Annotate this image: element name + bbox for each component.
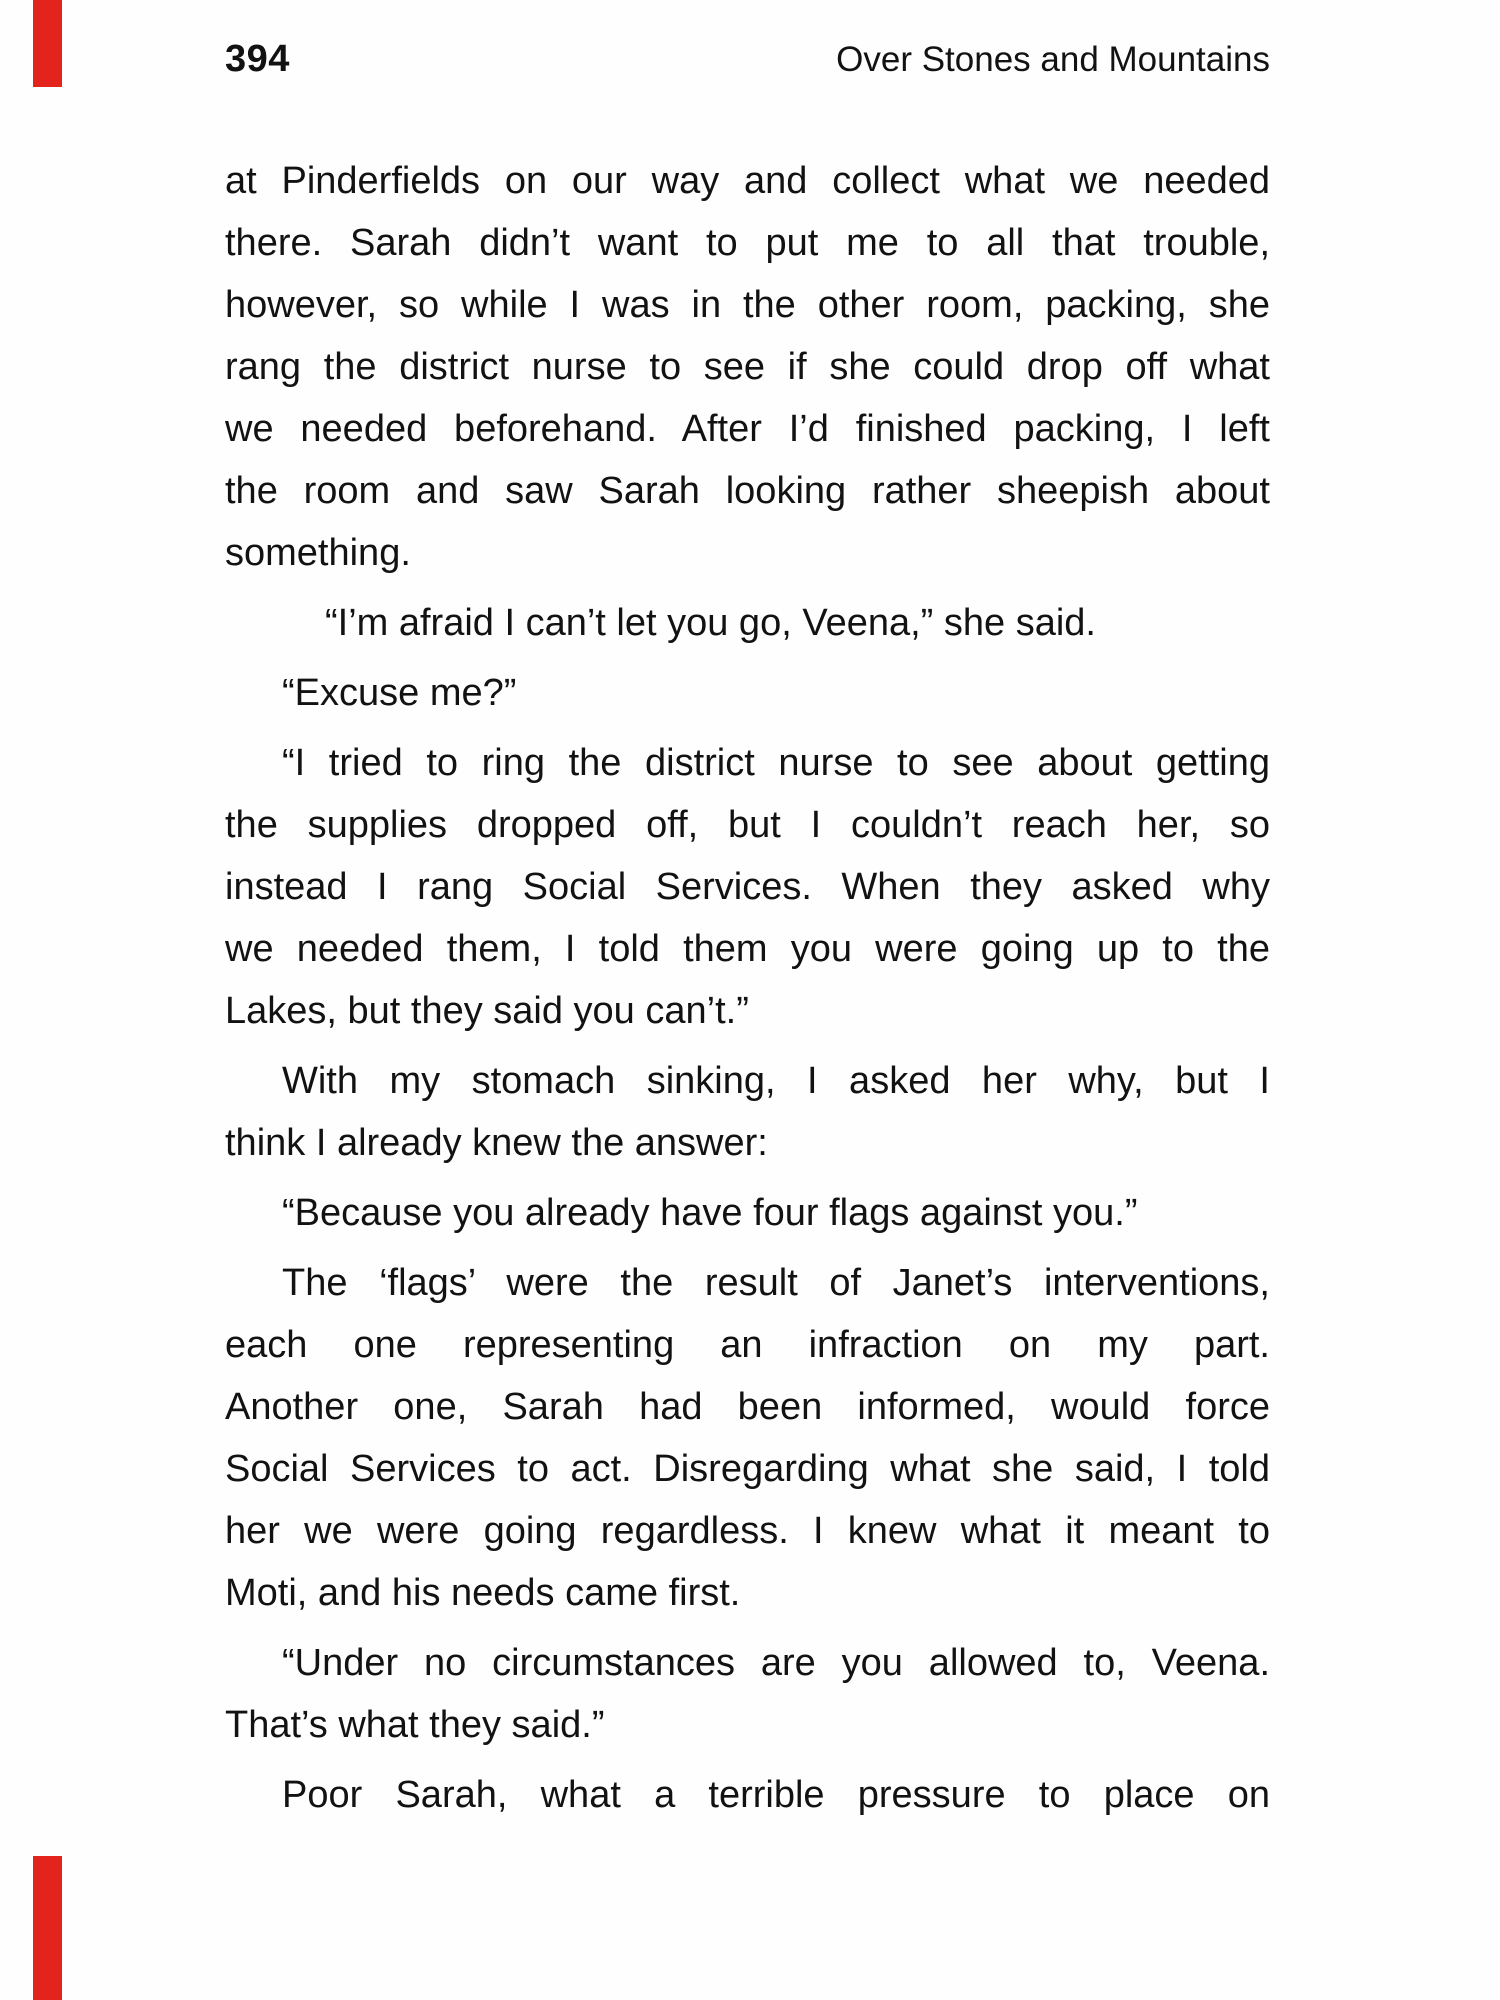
text-line: “Under no circumstances are you allowed to, Veena. [282, 1642, 1270, 1684]
text-line: Lakes, but they said you can’t.” [225, 990, 749, 1032]
text-line: “Because you already have four flags against you.” [282, 1192, 1138, 1234]
text-line: That’s what they said.” [225, 1704, 605, 1746]
text-line: Poor Sarah, what a terrible pressure to place on [282, 1774, 1270, 1816]
text-line: The ‘flags’ were the result of Janet’s interventions, [282, 1262, 1270, 1304]
page-header [225, 38, 1270, 81]
page-edge-mark-bottom [33, 1856, 62, 2000]
text-line: each one representing an infraction on my part. [225, 1324, 1270, 1366]
page-number: 394 [225, 38, 290, 80]
body-text [225, 150, 1270, 1826]
text-line: at Pinderfields on our way and collect what we needed [225, 160, 1270, 202]
running-title: Over Stones and Mountains [836, 40, 1270, 79]
text-line: however, so while I was in the other room, packing, she [225, 284, 1270, 326]
text-line: “Excuse me?” [282, 672, 517, 714]
text-line: Social Services to act. Disregarding what she said, I told [225, 1448, 1270, 1490]
page-edge-mark-top [33, 0, 62, 87]
text-line: instead I rang Social Services. When they asked why [225, 866, 1270, 908]
text-line: something. [225, 532, 411, 574]
text-line: “I’m afraid I can’t let you go, Veena,” she said. [325, 602, 1096, 644]
text-line: the supplies dropped off, but I couldn’t reach her, so [225, 804, 1270, 846]
text-line: With my stomach sinking, I asked her why, but I [282, 1060, 1270, 1102]
text-line: think I already knew the answer: [225, 1122, 768, 1164]
text-line: we needed them, I told them you were going up to the [225, 928, 1270, 970]
text-line: the room and saw Sarah looking rather sheepish about [225, 470, 1270, 512]
text-line: we needed beforehand. After I’d finished packing, I left [225, 408, 1270, 450]
text-line: rang the district nurse to see if she could drop off what [225, 346, 1270, 388]
text-line: there. Sarah didn’t want to put me to all that trouble, [225, 222, 1270, 264]
text-line: “I tried to ring the district nurse to see about getting [282, 742, 1270, 784]
text-line: her we were going regardless. I knew what it meant to [225, 1510, 1270, 1552]
text-line: Another one, Sarah had been informed, would force [225, 1386, 1270, 1428]
text-line: Moti, and his needs came first. [225, 1572, 741, 1614]
